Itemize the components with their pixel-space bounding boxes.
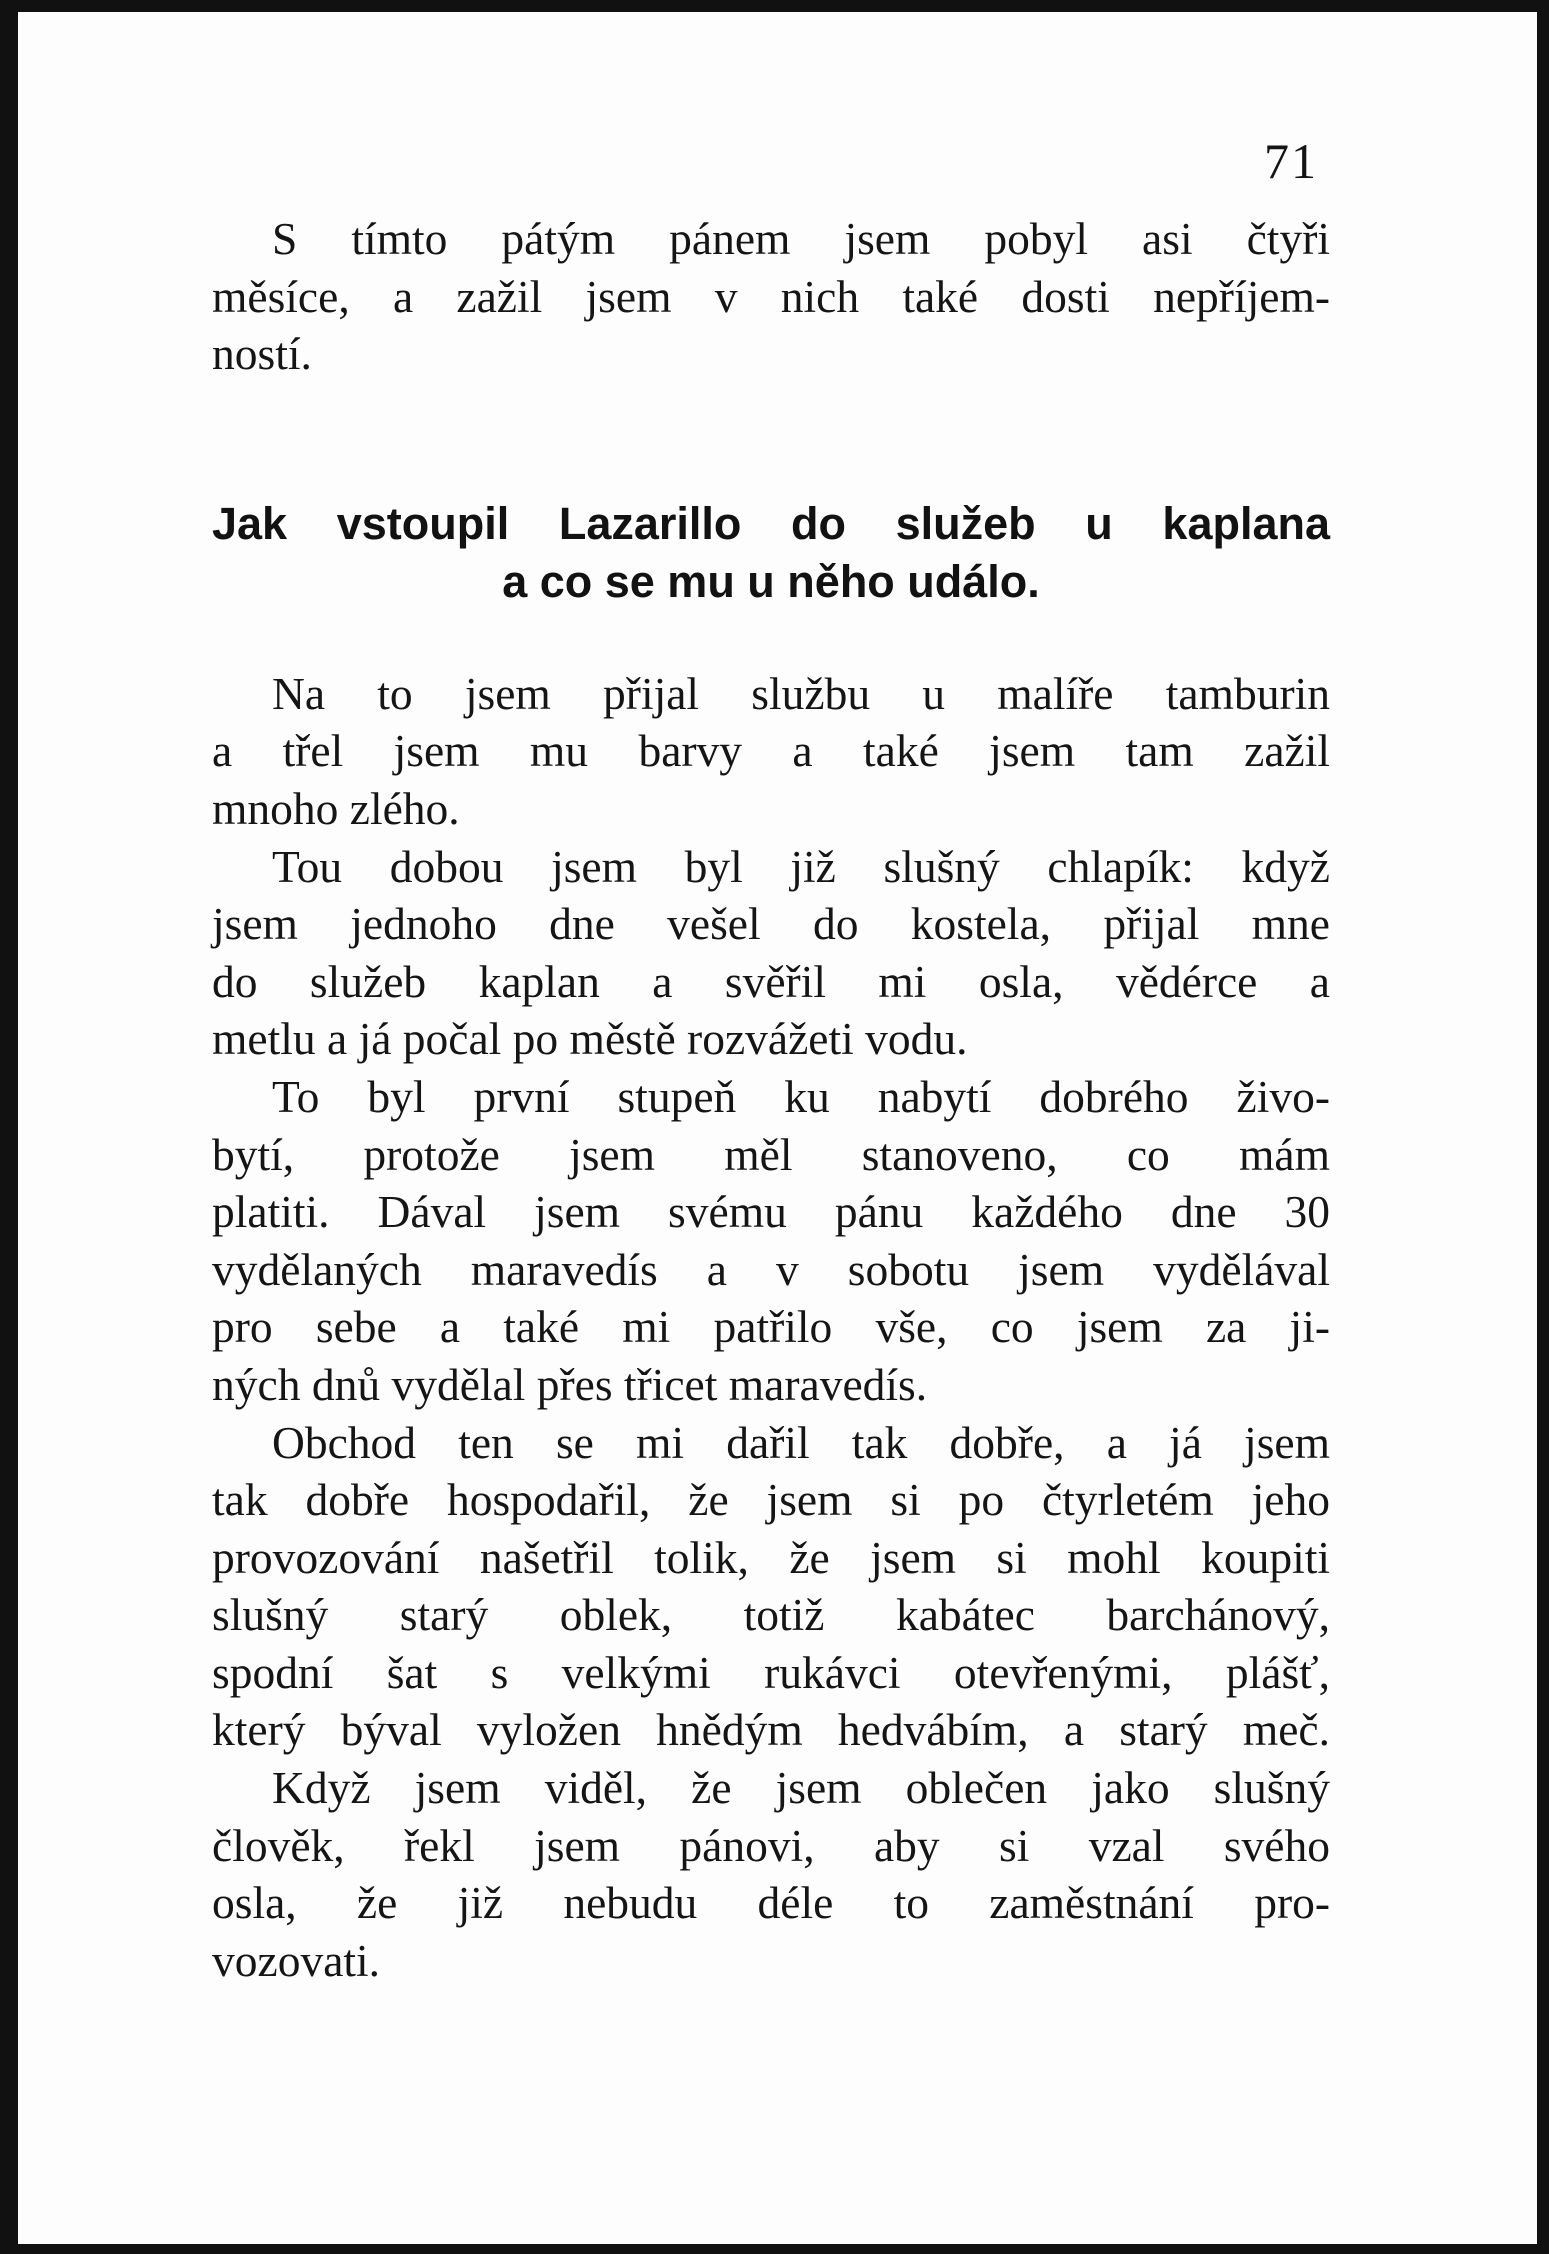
intro-paragraph [212, 210, 1330, 383]
text-line: měsíce, a zažil jsem v nich také dosti nepříjem- [212, 270, 1330, 322]
text-line: který býval vyložen hnědým hedvábím, a starý meč. [212, 1704, 1330, 1756]
text-line: mnoho zlého. [212, 782, 460, 834]
text-line: tak dobře hospodařil, že jsem si po čtyrletém jeho [212, 1474, 1330, 1526]
paragraph-2 [212, 838, 1330, 1068]
text-line: Obchod ten se mi dařil tak dobře, a já jsem [272, 1416, 1330, 1468]
text-line: jsem jednoho dne vešel do kostela, přijal mne [212, 898, 1330, 950]
text-line: a třel jsem mu barvy a také jsem tam zažil [212, 725, 1330, 777]
chapter-heading [212, 495, 1330, 611]
page-number: 71 [1264, 133, 1318, 189]
text-line: provozování našetřil tolik, že jsem si mohl koupiti [212, 1531, 1330, 1583]
text-line: Když jsem viděl, že jsem oblečen jako slušný [272, 1762, 1330, 1814]
scan-edge-top [0, 0, 1549, 12]
text-line: bytí, protože jsem měl stanoveno, co mám [212, 1128, 1330, 1180]
chapter-title-line-1: Jak vstoupil Lazarillo do služeb u kaplana [212, 497, 1330, 549]
text-line: ností. [212, 328, 312, 380]
text-line: To byl první stupeň ku nabytí dobrého živo- [272, 1070, 1330, 1122]
text-line: Na to jsem přijal službu u malíře tamburin [272, 667, 1330, 719]
text-line: pro sebe a také mi patřilo vše, co jsem za ji- [212, 1301, 1330, 1353]
text-line: platiti. Dával jsem svému pánu každého dne 30 [212, 1186, 1330, 1238]
text-line: vydělaných maravedís a v sobotu jsem vydělával [212, 1243, 1330, 1295]
text-line: osla, že již nebudu déle to zaměstnání pro- [212, 1877, 1330, 1929]
page-body [212, 210, 1330, 1989]
paragraph-3 [212, 1068, 1330, 1414]
paragraph-4 [212, 1414, 1330, 1760]
text-line: Tou dobou jsem byl již slušný chlapík: když [272, 840, 1330, 892]
text-line: spodní šat s velkými rukávci otevřenými, plášť, [212, 1646, 1330, 1698]
scan-edge-right [1537, 0, 1549, 2254]
paragraph-5 [212, 1759, 1330, 1989]
scan-edge-left [0, 0, 18, 2254]
scan-edge-bottom [0, 2244, 1549, 2254]
chapter-title-line-2: a co se mu u něho událo. [502, 555, 1040, 607]
text-line: vozovati. [212, 1934, 381, 1986]
text-line: člověk, řekl jsem pánovi, aby si vzal svého [212, 1819, 1330, 1871]
text-line: metlu a já počal po městě rozvážeti vodu. [212, 1013, 968, 1065]
text-line: do služeb kaplan a svěřil mi osla, vědérce a [212, 955, 1330, 1007]
text-line: slušný starý oblek, totiž kabátec barchánový, [212, 1589, 1330, 1641]
text-line: ných dnů vydělal přes třicet maravedís. [212, 1358, 928, 1410]
paragraph-1 [212, 665, 1330, 838]
text-line: S tímto pátým pánem jsem pobyl asi čtyři [272, 213, 1330, 264]
